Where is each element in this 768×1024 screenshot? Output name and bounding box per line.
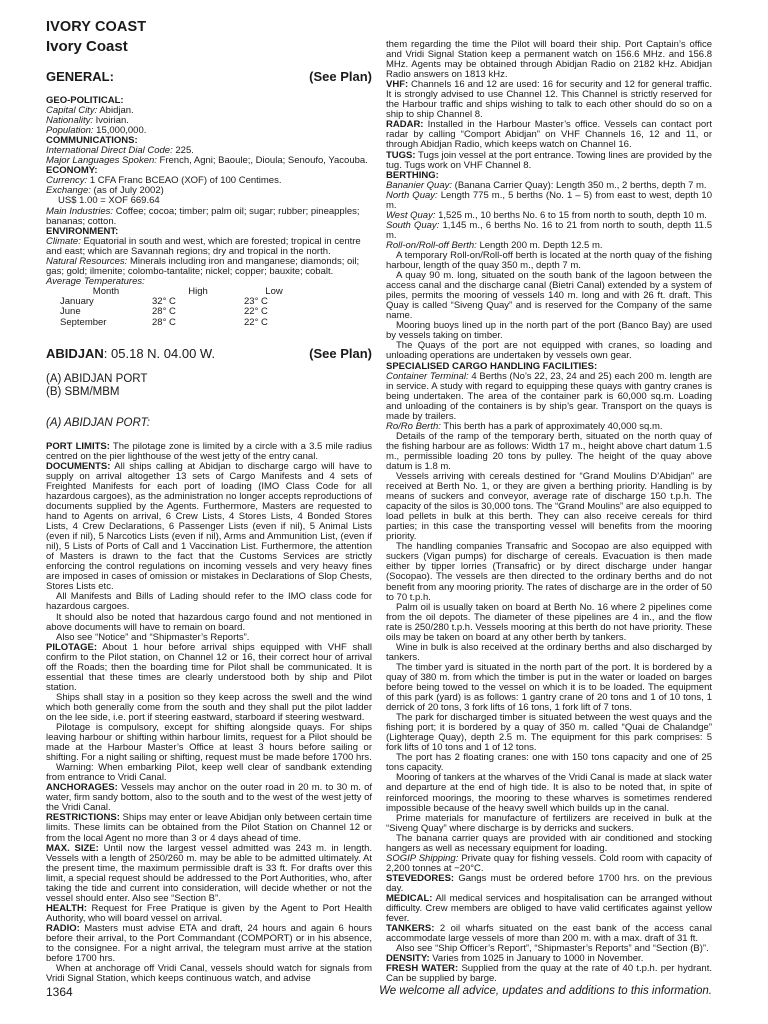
paragraph-continuation: When at anchorage off Vridi Canal, vessels should watch for signals from Vridi Signal Station, which keeps continuous watch, and advise — [46, 963, 372, 985]
paragraph-vhf: VHF: Channels 16 and 12 are used: 16 for security and 12 for general traffic. It is strongly advised to use Channel 12. This Channel is strictly reserved for the Harbour traffic and ships wishing to talk to each other should do so on a ship to ship Channel 8. — [386, 79, 712, 121]
country-title: Ivory Coast — [46, 38, 128, 55]
paragraph-radio: RADIO: Masters must advise ETA and draft, 24 hours and again 6 hours before their arrival, to the Port Commandant (COMPORT) or in his absence, to the consignee. For a night arrival, the telegram must arrive at the station before 1700 hrs. — [46, 922, 372, 965]
paragraph-berth-detail: Bananier Quay: (Banana Carrier Quay): Length 350 m., 2 berths, depth 7 m. — [386, 179, 707, 191]
paragraph-continuation: The port has 2 floating cranes: one with 150 tons capacity and one of 25 tons capacity. — [386, 752, 712, 774]
economy-heading: ECONOMY: — [46, 165, 98, 177]
paragraph-carryover: them regarding the time the Pilot will board their ship. Port Captain’s office and Vridi Signal Station keep a permanent watch on 156.6 MHz. and 156.8 MHz. Agents may be obtained through Abidjan Radio on 2182 kHz. Abidjan Radio answers on 1813 kHz. — [386, 39, 712, 81]
right-body-text — [386, 40, 712, 984]
paragraph-stevedores: STEVEDORES: Gangs must be ordered before 1700 hrs. on the previous day. — [386, 872, 712, 894]
capital-line: Capital City: Abidjan. — [46, 105, 134, 117]
subsection-a: (A) ABIDJAN PORT — [46, 372, 148, 385]
temp-low: 22° C — [244, 316, 268, 328]
temp-month: September — [60, 316, 107, 328]
paragraph-specialised-cargo-handling-facilities: SPECIALISED CARGO HANDLING FACILITIES: — [386, 360, 598, 372]
subsection-b: (B) SBM/MBM — [46, 385, 120, 398]
paragraph-continuation: Also see “Notice” and “Shipmaster’s Reports”. — [56, 631, 250, 643]
paragraph-continuation: Also see “Ship Officer’s Report”, “Shipmaster’s Reports” and “Section (B)”. — [396, 943, 709, 955]
paragraph-berth-detail: Container Terminal: 4 Berths (No’s 22, 23, 24 and 25) each 200 m. length are in service. A study with regard to equipping these quays with gantry cranes is being undertaken. The area of the container park is 60,000 sq.m. Loading and unloading of the containers is by ship’s gear. Transport on the quays is made by trailers. — [386, 370, 712, 422]
abidjan-coords: : 05.18 N. 04.00 W. — [103, 345, 216, 361]
environment-heading: ENVIRONMENT: — [46, 225, 119, 237]
idd-line: International Direct Dial Code: 225. — [46, 145, 194, 157]
paragraph-continuation: The handling companies Transafric and Socopao are also equipped with suckers (Vigan pumps) for discharge of cereals. Evacuation is then made either by tipper lorries (Transafric) or by direct discharge under hangar (Socopao). The vessels are then directed to the ordinary berths and do not benefit from any mooring priority. The rates of discharge are in the order of 50 to 70 t.p.h. — [386, 541, 712, 603]
paragraph-pilotage: PILOTAGE: About 1 hour before arrival ships equipped with VHF shall confirm to the Pilot station, on Channel 12 or 16, their correct hour of arrival off the Roads; then the boarding time for Pilot shall be communicated. It is essential that these times are clearly understood both by ship and Pilot station. — [46, 641, 372, 693]
climate-line: Climate: Equatorial in south and west, which are forested; tropical in centre and east; which are Savannah regions; dry and tropical in the north. — [46, 235, 361, 257]
paragraph-density: DENSITY: Varies from 1025 in January to 1000 in November. — [386, 953, 644, 965]
paragraph-continuation: Wine in bulk is also received at the ordinary berths and also discharged by tankers. — [386, 641, 712, 663]
paragraph-continuation: Mooring buoys lined up in the north part of the port (Banco Bay) are used by vessels taking on timber. — [386, 320, 712, 342]
paragraph-continuation: Warning: When embarking Pilot, keep well clear of sandbank extending from entrance to Vridi Canal. — [46, 762, 372, 784]
left-column — [46, 38, 372, 984]
paragraph-fresh-water: FRESH WATER: Supplied from the quay at the rate of 40 t.p.h. per hydrant. Can be supplied by barge. — [386, 963, 712, 985]
temp-high: 28° C — [152, 306, 176, 318]
running-header: IVORY COAST — [46, 19, 147, 35]
paragraph-continuation: Mooring of tankers at the wharves of the Vridi Canal is made at slack water and departure at the end of high tide. It is also to be noted that, in spite of reinforced moorings, the mooring to these wharves is sometimes rendered impossible because of the heavy swell which builds up in the canal. — [386, 772, 712, 814]
abidjan-heading — [46, 346, 372, 361]
paragraph-continuation: Prime materials for manufacture of fertilizers are received in bulk at the “Siveng Quay” where discharge is by derricks and suckers. — [386, 812, 712, 834]
nationality-line: Nationality: Ivoirian. — [46, 115, 129, 127]
paragraph-continuation: Vessels arriving with cereals destined for “Grand Moulins D’Abidjan” are received at Berth No. 1, or they are given a berthing priority. Handling is by means of suckers and conveyor, average rate of discharge 150 t.p.h. The capacity of the silos is 30,000 tons. The “Grand Moulins” are also equipped to load pellets in bulk at this berth. They can also receive cereals for third parties; in this case the transporting vessel will benefits from the mooring priority. — [386, 471, 712, 543]
left-body-text — [46, 442, 372, 985]
paragraph-continuation: Details of the ramp of the temporary berth, situated on the north quay of the fishing harbour are as follows: Width 17 m., height above chart datum 1.5 m., permissible loading 20 tons by pulley. The height of the quay above datum is 1.8 m. — [386, 430, 712, 472]
currency-line: Currency: 1 CFA Franc BCEAO (XOF) of 100 Centimes. — [46, 175, 282, 187]
paragraph-berth-detail: West Quay: 1,525 m., 10 berths No. 6 to 15 from north to south, depth 10 m. — [386, 209, 707, 221]
resources-line: Natural Resources: Minerals including iron and manganese; diamonds; oil; gas; gold; ilmenite; colombo-tantalite; nickel; copper; bauxite; cobalt. — [46, 255, 360, 277]
general-heading: GENERAL: (See Plan) — [46, 69, 372, 84]
temp-low: 23° C — [244, 296, 268, 308]
temp-high: 28° C — [152, 316, 176, 328]
paragraph-continuation: The park for discharged timber is situated between the west quays and the fishing port; it is bordered by a quay of 350 m. called “Quai de Chalandge” (Lighterage Quay), depth 2.5 m. The equipment for this park comprises: 5 fork lifts of 10 tons and 1 of 12 tons. — [386, 712, 712, 754]
paragraph-berth-detail: North Quay: Length 775 m., 5 berths (No. 1 – 5) from east to west, depth 10 m. — [386, 189, 712, 211]
geo-political-heading: GEO-POLITICAL: — [46, 95, 124, 106]
population-line: Population: 15,000,000. — [46, 125, 147, 137]
paragraph-tugs: TUGS: Tugs join vessel at the port entrance. Towing lines are provided by the tug. Tugs work on VHF Channel 8. — [386, 149, 712, 171]
abidjan-see-plan-link[interactable]: (See Plan) — [309, 345, 372, 361]
paragraph-continuation: Pilotage is compulsory, except for shifting alongside quays. For ships leaving harbour or shifting within harbour limits, request for a Pilot should be made at the Harbour Master’s Office at least 3 hours before sailing or shifting. For a night sailing or shifting, request must be made before 1700 hrs. — [46, 722, 372, 764]
exchange-line: Exchange: (as of July 2002) — [46, 185, 164, 197]
right-column — [386, 40, 712, 984]
temp-col-high: High — [188, 285, 208, 297]
abidjan-port-heading: (A) ABIDJAN PORT: — [46, 416, 150, 429]
paragraph-berth-detail: Ro/Ro Berth: This berth has a park of approximately 40,000 sq.m. — [386, 420, 663, 432]
temp-high: 32° C — [152, 296, 176, 308]
industries-line: Main Industries: Coffee; cocoa; timber; palm oil; sugar; rubber; pineapples; bananas; cotton. — [46, 205, 360, 227]
paragraph-anchorages: ANCHORAGES: Vessels may anchor on the outer road in 20 m. to 30 m. of water, firm sandy bottom, also to the south and to the west of the west jetty of the Vridi Canal. — [46, 782, 372, 814]
paragraph-medical: MEDICAL: All medical services and hospitalisation can be arranged without difficulty. Crew members are obliged to have valid certificates against yellow fever. — [386, 892, 712, 925]
paragraph-continuation: A quay 90 m. long, situated on the south bank of the lagoon between the access canal and the discharge canal (Bietri Canal) extended by a system of piles, permits the mooring of vessels 140 m. long and with 26 ft. draft. This Quay is called “Siveng Quay” and is reserved for the Company of the same name. — [386, 270, 712, 322]
communications-heading: COMMUNICATIONS: — [46, 135, 138, 147]
temp-month: January — [60, 296, 94, 308]
paragraph-continuation: A temporary Roll-on/Roll-off berth is located at the north quay of the fishing harbour, length of the quay 350 m., depth 7 m. — [386, 249, 712, 272]
paragraph-restrictions: RESTRICTIONS: Ships may enter or leave Abidjan only between certain time limits. These limits can be obtained from the Pilot Station on Channel 12 or from the local Agent no more than 3 or 4 days ahead of time. — [46, 812, 372, 844]
paragraph-port-limits: PORT LIMITS: The pilotage zone is limited by a circle with a 3.5 mile radius centred on the pier lighthouse of the west jetty of the entry canal. — [46, 440, 372, 462]
paragraph-health: HEALTH: Request for Free Pratique is given by the Agent to Port Health Authority, who will board vessel on arrival. — [46, 902, 372, 924]
paragraph-continuation: The banana carrier quays are provided with air conditioned and stocking hangers as well as necessary equipment for loading. — [386, 832, 712, 854]
page-number: 1364 — [46, 985, 73, 999]
paragraph-continuation: The timber yard is situated in the north part of the port. It is bordered by a quay of 380 m. from which the timber is put in the water or loaded on barges before being towed to the vessel on which it is to be loaded. The equipment of this park (yard) is as follows: 1 gantry crane of 20 tons and 1 of 10 tons, 1 derrick of 20 tons, 3 fork lifts of 16 tons, 1 fork lift of 7 tons. — [386, 661, 712, 714]
paragraph-continuation: All Manifests and Bills of Lading should refer to the IMO class code for hazardous cargoes. — [46, 591, 372, 613]
paragraph-berth-detail: Roll-on/Roll-off Berth: Length 200 m. Depth 12.5 m. — [386, 239, 603, 251]
temp-col-month: Month — [92, 285, 120, 297]
paragraph-documents: DOCUMENTS: All ships calling at Abidjan to discharge cargo will have to supply on arrival altogether 13 sets of Cargo Manifests and 4 sets of Freighted Manifests for each port of loading (IMO Class Code for all hazardous cargoes), as the administration no longer accepts reproductions of documents supplied by the Agents. Furthermore, Masters are requested to hand to Agents on arrival, 6 Crew Lists, 4 Stores Lists, 4 Bonded Stores Lists, 4 Crew Declarations, 6 Passenger Lists (even if nil), 5 Animal Lists (even if nil), 5 Narcotics Lists (even if nil), Arms and Ammunition List, (even if nil), 5 Lists of Ports of Call and 1 Vaccination List. Furthermore, the attention of Masters is drawn to the fact that the Customs Services are strictly enforcing the control regulations on incoming vessels and very heavy fines are imposed in cases of omission or mistakes in Declarations of Slop Chests, Stores Lists etc. — [46, 460, 372, 593]
paragraph-berthing: BERTHING: — [386, 169, 439, 181]
paragraph-radar: RADAR: Installed in the Harbour Master’s office. Vessels can contact port radar by calling “Comport Abidjan” on VHF Channels 16, 12 and 11, or through Abidjan Radio, which keeps watch on Channel 16. — [386, 119, 712, 151]
paragraph-berth-detail: SOGIP Shipping: Private quay for fishing vessels. Cold room with capacity of 2,200 tonnes at −20°C. — [386, 852, 712, 874]
temperature-row — [60, 318, 304, 328]
paragraph-continuation: Ships shall stay in a position so they keep across the swell and the wind which both generally come from the south and they shall put the pilot ladder on the lee side, i.e. port if steering eastward, starboard if steering westward. — [46, 691, 372, 723]
footer-message: We welcome all advice, updates and additions to this information. — [379, 985, 712, 997]
abidjan-heading-text: ABIDJAN — [46, 345, 104, 361]
languages-line: Major Languages Spoken: French, Agni; Baoule;, Dioula; Senoufo, Yacouba. — [46, 155, 368, 167]
temperature-row — [60, 307, 304, 317]
paragraph-continuation: The Quays of the port are not equipped with cranes, so loading and unloading operations are undertaken by vessels own gear. — [386, 340, 712, 362]
temperatures-heading: Average Temperatures: — [46, 275, 145, 287]
exchange-rate: US$ 1.00 = XOF 669.64 — [58, 195, 160, 207]
general-see-plan-link[interactable]: (See Plan) — [309, 69, 372, 84]
temp-col-low: Low — [265, 285, 283, 297]
temp-low: 22° C — [244, 306, 268, 318]
general-heading-text: GENERAL — [46, 69, 110, 84]
temperature-table — [60, 287, 304, 328]
paragraph-berth-detail: South Quay: 1,145 m., 6 berths No. 16 to 21 from north to south, depth 11.5 m. — [386, 219, 712, 241]
paragraph-max-size: MAX. SIZE: Until now the largest vessel admitted was 243 m. in length. Vessels with a length of 250/260 m. may be able to be admitted ultimately. At the present time, the maximum permissible draft is 33 ft. For drafts over this limit, a special request should be addressed to the Port Authorities, who, after taking the tide and current into consideration, will decide whether or not the vessel should enter. Also see “Section B”. — [46, 842, 373, 904]
temp-month: June — [60, 306, 81, 318]
paragraph-continuation: It should also be noted that hazardous cargo found and not mentioned in above documents will have to remain on board. — [46, 611, 372, 633]
paragraph-continuation: Palm oil is usually taken on board at Berth No. 16 where 2 pipelines come from the oil depots. The diameter of these pipelines are 4 in., and the flow rate is 250/280 t.p.h. Vessels mooring at this berth do not have priority. These oils may be taken on board at any other berth by tankers. — [386, 601, 712, 643]
paragraph-tankers: TANKERS: 2 oil wharfs situated on the east bank of the access canal accommodate large vessels of more than 200 m. with a max. draft of 31 ft. — [386, 923, 712, 945]
